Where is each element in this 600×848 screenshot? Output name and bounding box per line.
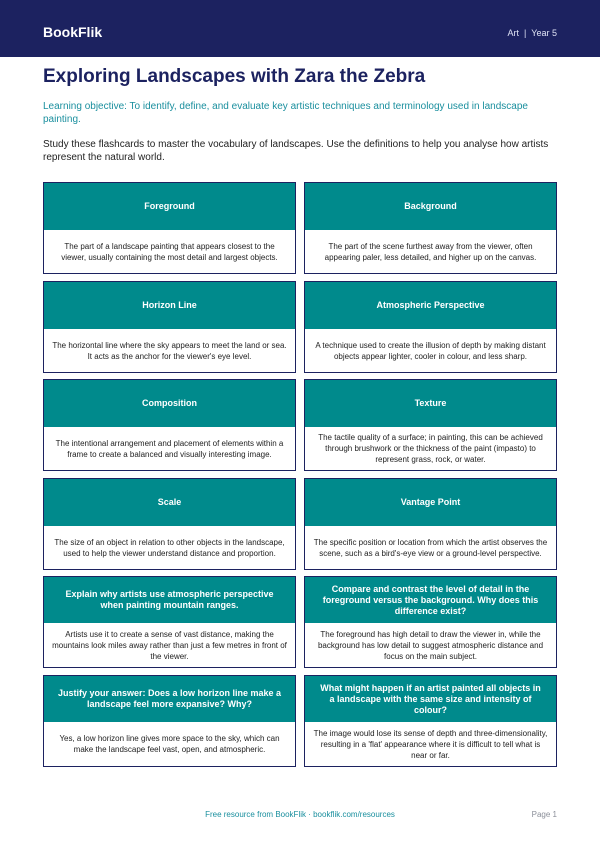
question-text: Compare and contrast the level of detail in the foreground versus the background. Why does this difference exist?	[305, 577, 556, 623]
question-card-horizon-line[interactable]	[43, 675, 296, 767]
answer-text: Yes, a low horizon line gives more space to the sky, which can make the landscape feel vast, open, and atmospheric.	[59, 734, 280, 754]
question-card-atmospheric-perspective[interactable]	[43, 576, 296, 668]
flashcard-foreground[interactable]	[43, 182, 296, 274]
flashcard-definition: The tactile quality of a surface; in painting, this can be achieved through brushwork or the thickness of the paint (impasto) to represent grass, rock, or water.	[318, 433, 543, 464]
answer-text: The foreground has high detail to draw the viewer in, while the background has low detail to suggest atmospheric distance and focus on the main subject.	[317, 629, 544, 661]
question-card-detail-comparison[interactable]	[304, 576, 557, 668]
flashcard-definition: The horizontal line where the sky appears to meet the land or sea. It acts as the anchor for the viewer's eye level.	[52, 340, 287, 361]
subject-breadcrumb	[507, 27, 557, 39]
flashcard-term: Texture	[305, 380, 556, 427]
flashcard-definition: A technique used to create the illusion of depth by making distant objects appear lighter, cooler in colour, and less sharp.	[315, 340, 546, 361]
flashcard-background[interactable]	[304, 182, 557, 274]
page-number: Page 1	[531, 810, 557, 819]
intro-text: Study these flashcards to master the vocabulary of landscapes. Use the definitions to help you analyse how artists represent the natural world.	[43, 139, 549, 163]
flashcard-scale[interactable]	[43, 478, 296, 570]
year-label: Year 5	[531, 28, 557, 38]
flashcard-definition: The size of an object in relation to other objects in the landscape, used to help the viewer understand distance and proportion.	[54, 537, 285, 558]
flashcard-atmospheric-perspective[interactable]	[304, 281, 557, 373]
question-card-same-size[interactable]	[304, 675, 557, 767]
question-text: What might happen if an artist painted all objects in a landscape with the same size and intensity of colour?	[305, 676, 556, 722]
flashcard-term: Horizon Line	[44, 282, 295, 329]
top-bar	[0, 0, 600, 57]
footer-link[interactable]: Free resource from BookFlik · bookflik.com/resources	[205, 810, 395, 819]
flashcard-term: Vantage Point	[305, 479, 556, 526]
breadcrumb-separator: |	[523, 28, 527, 38]
flashcard-term: Scale	[44, 479, 295, 526]
question-text: Justify your answer: Does a low horizon line make a landscape feel more expansive? Why?	[44, 676, 295, 722]
flashcard-definition: The specific position or location from which the artist observes the scene, such as a bird's-eye view or a ground-level perspective.	[313, 537, 548, 558]
brand-logo[interactable]: BookFlik	[43, 24, 103, 40]
flashcard-definition: The intentional arrangement and placement of elements within a frame to create a balanced and visually interesting image.	[55, 438, 284, 459]
flashcard-term: Foreground	[44, 183, 295, 230]
flashcard-composition[interactable]	[43, 379, 296, 471]
answer-text: Artists use it to create a sense of vast distance, making the mountains look miles away rather than just a few metres in front of the viewer.	[52, 629, 287, 661]
flashcard-horizon-line[interactable]	[43, 281, 296, 373]
flashcard-definition: The part of a landscape painting that appears closest to the viewer, usually containing the most detail and largest objects.	[61, 241, 278, 262]
answer-text: The image would lose its sense of depth and three-dimensionality, resulting in a 'flat' appearance where it is difficult to tell what is near or far.	[313, 728, 548, 760]
flashcard-definition: The part of the scene furthest away from the viewer, often appearing paler, less detailed, and higher up on the canvas.	[324, 241, 537, 262]
subject-label: Art	[507, 28, 519, 38]
flashcard-vantage-point[interactable]	[304, 478, 557, 570]
flashcard-texture[interactable]	[304, 379, 557, 471]
question-text: Explain why artists use atmospheric perspective when painting mountain ranges.	[44, 577, 295, 623]
flashcard-term: Background	[305, 183, 556, 230]
flashcard-term: Atmospheric Perspective	[305, 282, 556, 329]
page-title: Exploring Landscapes with Zara the Zebra	[43, 66, 426, 87]
learning-objective: Learning objective: To identify, define, and evaluate key artistic techniques and terminology used in landscape painting.	[43, 101, 528, 125]
flashcard-term: Composition	[44, 380, 295, 427]
